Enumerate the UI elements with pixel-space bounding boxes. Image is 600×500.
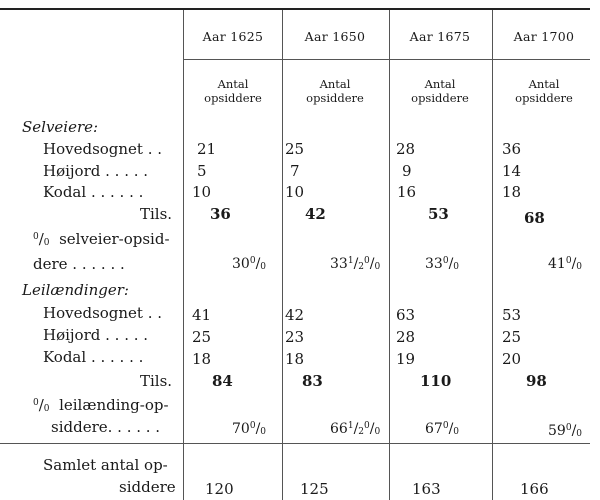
- grand-total-label-cont: siddere: [119, 478, 176, 496]
- table-cell: 5: [197, 162, 207, 180]
- subhead: Antal opsiddere: [204, 77, 262, 105]
- grand-total-cell: 166: [520, 480, 549, 498]
- table-cell: 18: [285, 350, 305, 368]
- row-label: Hovedsognet . .: [43, 140, 163, 158]
- table-cell: 36: [502, 140, 522, 158]
- table-cell: 9: [402, 162, 412, 180]
- grand-total-cell: 120: [205, 480, 234, 498]
- row-label: Høijord . . . . .: [43, 162, 149, 180]
- table-cell: 20: [502, 350, 522, 368]
- table-cell: 28: [396, 140, 416, 158]
- table-cell: 18: [192, 350, 212, 368]
- percent-label-cont: dere . . . . . .: [33, 255, 125, 273]
- total-label: Tils.: [140, 205, 173, 223]
- table-cell: 28: [396, 328, 416, 346]
- table-cell: 23: [285, 328, 305, 346]
- table-top-rule: [0, 8, 590, 10]
- percent-cell: $66^1/_2^0/_0$: [330, 421, 381, 437]
- total-cell: 68: [524, 209, 545, 227]
- subhead: Antal opsiddere: [411, 77, 469, 105]
- total-cell: 84: [212, 372, 233, 390]
- column-divider: [282, 10, 283, 500]
- percent-cell: $33^0/_0$: [425, 256, 460, 272]
- grand-total-cell: 163: [412, 480, 441, 498]
- percent-label: $^0/_0$ selveier-opsid-: [33, 230, 170, 248]
- table-cell: 10: [285, 183, 305, 201]
- percent-label-cont: siddere. . . . . .: [51, 418, 161, 436]
- grand-total-cell: 125: [300, 480, 329, 498]
- row-label: Kodal . . . . . .: [43, 183, 144, 201]
- table-cell: 10: [192, 183, 212, 201]
- total-cell: 36: [210, 205, 231, 223]
- table-cell: 53: [502, 306, 522, 324]
- year-header: Aar 1650: [304, 29, 366, 44]
- table-cell: 7: [290, 162, 300, 180]
- section-heading: Leilændinger:: [22, 281, 129, 299]
- table-cell: 63: [396, 306, 416, 324]
- column-divider: [183, 10, 184, 500]
- total-cell: 53: [428, 205, 449, 223]
- table-cell: 16: [397, 183, 417, 201]
- total-label: Tils.: [140, 372, 173, 390]
- table-cell: 25: [502, 328, 522, 346]
- header-divider: [183, 59, 590, 60]
- table-cell: 21: [197, 140, 217, 158]
- grand-total-label: Samlet antal op-: [43, 456, 168, 474]
- year-header: Aar 1675: [409, 29, 471, 44]
- percent-cell: $67^0/_0$: [425, 421, 460, 437]
- column-divider: [492, 10, 493, 500]
- table-cell: 14: [502, 162, 522, 180]
- footer-divider: [0, 443, 590, 444]
- table-cell: 25: [192, 328, 212, 346]
- row-label: Kodal . . . . . .: [43, 348, 144, 366]
- percent-cell: $70^0/_0$: [232, 421, 267, 437]
- column-divider: [389, 10, 390, 500]
- total-cell: 98: [526, 372, 547, 390]
- percent-cell: $59^0/_0$: [548, 423, 583, 439]
- total-cell: 110: [420, 372, 452, 390]
- percent-cell: $33^1/_2^0/_0$: [330, 256, 381, 272]
- percent-cell: $41^0/_0$: [548, 256, 583, 272]
- total-cell: 83: [302, 372, 323, 390]
- percent-label: $^0/_0$ leilænding-op-: [33, 396, 169, 414]
- subhead: Antal opsiddere: [306, 77, 364, 105]
- subhead: Antal opsiddere: [515, 77, 573, 105]
- table-cell: 41: [192, 306, 212, 324]
- year-header: Aar 1700: [513, 29, 575, 44]
- row-label: Hovedsognet . .: [43, 304, 163, 322]
- table-cell: 25: [285, 140, 305, 158]
- row-label: Høijord . . . . .: [43, 326, 149, 344]
- percent-cell: $30^0/_0$: [232, 256, 267, 272]
- table-cell: 19: [396, 350, 416, 368]
- table-cell: 42: [285, 306, 305, 324]
- year-header: Aar 1625: [202, 29, 264, 44]
- table-cell: 18: [502, 183, 522, 201]
- section-heading: Selveiere:: [22, 118, 99, 136]
- total-cell: 42: [305, 205, 326, 223]
